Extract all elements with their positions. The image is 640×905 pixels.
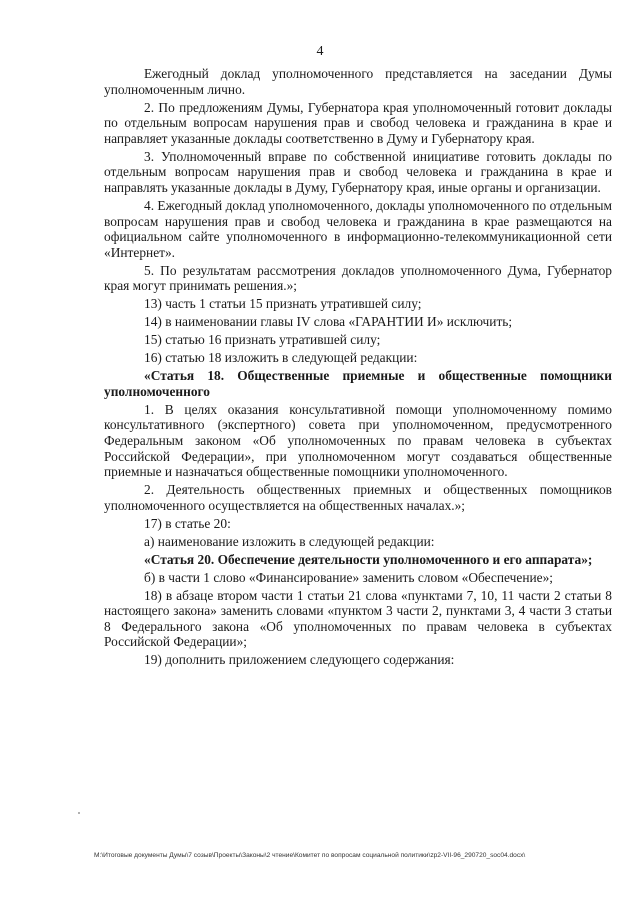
item-16: 16) статью 18 изложить в следующей редакции: [144,350,418,366]
paragraph-part-3: 3. Уполномоченный вправе по собственной инициативе готовить доклады по отдельным вопросам нарушения прав и свобод человека и гражданина в крае и направлять указанные доклады в Думу, Губернатору края, иные органы и организации. [104,148,612,195]
item-17: 17) в статье 20: [144,515,231,531]
item-17a: а) наименование изложить в следующей редакции: [144,533,435,549]
item-15: 15) статью 16 признать утратившей силу; [144,332,381,348]
paragraph-part-4: 4. Ежегодный доклад уполномоченного, доклады уполномоченного по отдельным вопросам нарушения прав и свобод человека и гражданина в крае размещаются на официальном сайте уполномоченного в информационно-телекоммуникационной сети «Интернет». [104,197,612,260]
item-17b: б) в части 1 слово «Финансирование» заменить словом «Обеспечение»; [144,569,554,585]
margin-mark [78,812,80,814]
footer-file-path: M:\Итоговые документы Думы\7 созыв\Проекты\Законы\2 чтение\Комитет по вопросам социальной политики\zp2-VII-96_290720_soc04.docx\ [94,852,526,859]
article-18-heading: «Статья 18. Общественные приемные и общественные помощники уполномоченного [104,368,612,399]
article-18-part-2: 2. Деятельность общественных приемных и общественных помощников уполномоченного осуществляется на общественных началах.»; [104,482,612,513]
item-14: 14) в наименовании главы IV слова «ГАРАНТИИ И» исключить; [144,314,513,330]
document-body [104,66,612,670]
item-19: 19) дополнить приложением следующего содержания: [144,652,455,668]
page-number: 4 [316,44,324,59]
paragraph-annual-report-presentation: Ежегодный доклад уполномоченного представляется на заседании Думы уполномоченным лично. [104,66,612,97]
article-20-heading: «Статья 20. Обеспечение деятельности уполномоченного и его аппарата»; [144,551,593,567]
paragraph-part-5: 5. По результатам рассмотрения докладов уполномоченного Дума, Губернатор края могут принимать решения.»; [104,262,612,294]
item-13: 13) часть 1 статьи 15 признать утратившей силу; [144,296,422,312]
paragraph-part-2: 2. По предложениям Думы, Губернатора края уполномоченный готовит доклады по отдельным вопросам нарушения прав и свобод человека и гражданина в крае и направляет указанные доклады соответственно в Думу и Губернатору края. [104,99,612,146]
item-18: 18) в абзаце втором части 1 статьи 21 слова «пунктами 7, 10, 11 части 2 статьи 8 настоящего закона» заменить словами «пунктом 3 части 2, пунктами 3, 4 части 3 статьи 8 Федерального закона «Об уполномоченных по правам человека в субъектах Российской Федерации»; [104,587,612,650]
article-18-part-1: 1. В целях оказания консультативной помощи уполномоченному помимо консультативного (экспертного) совета при уполномоченном, предусмотренного Федеральным законом «Об уполномоченных по правам человека в субъектах Российской Федерации», при уполномоченном могут создаваться общественные приемные и назначаться общественные помощники уполномоченного. [104,401,612,480]
